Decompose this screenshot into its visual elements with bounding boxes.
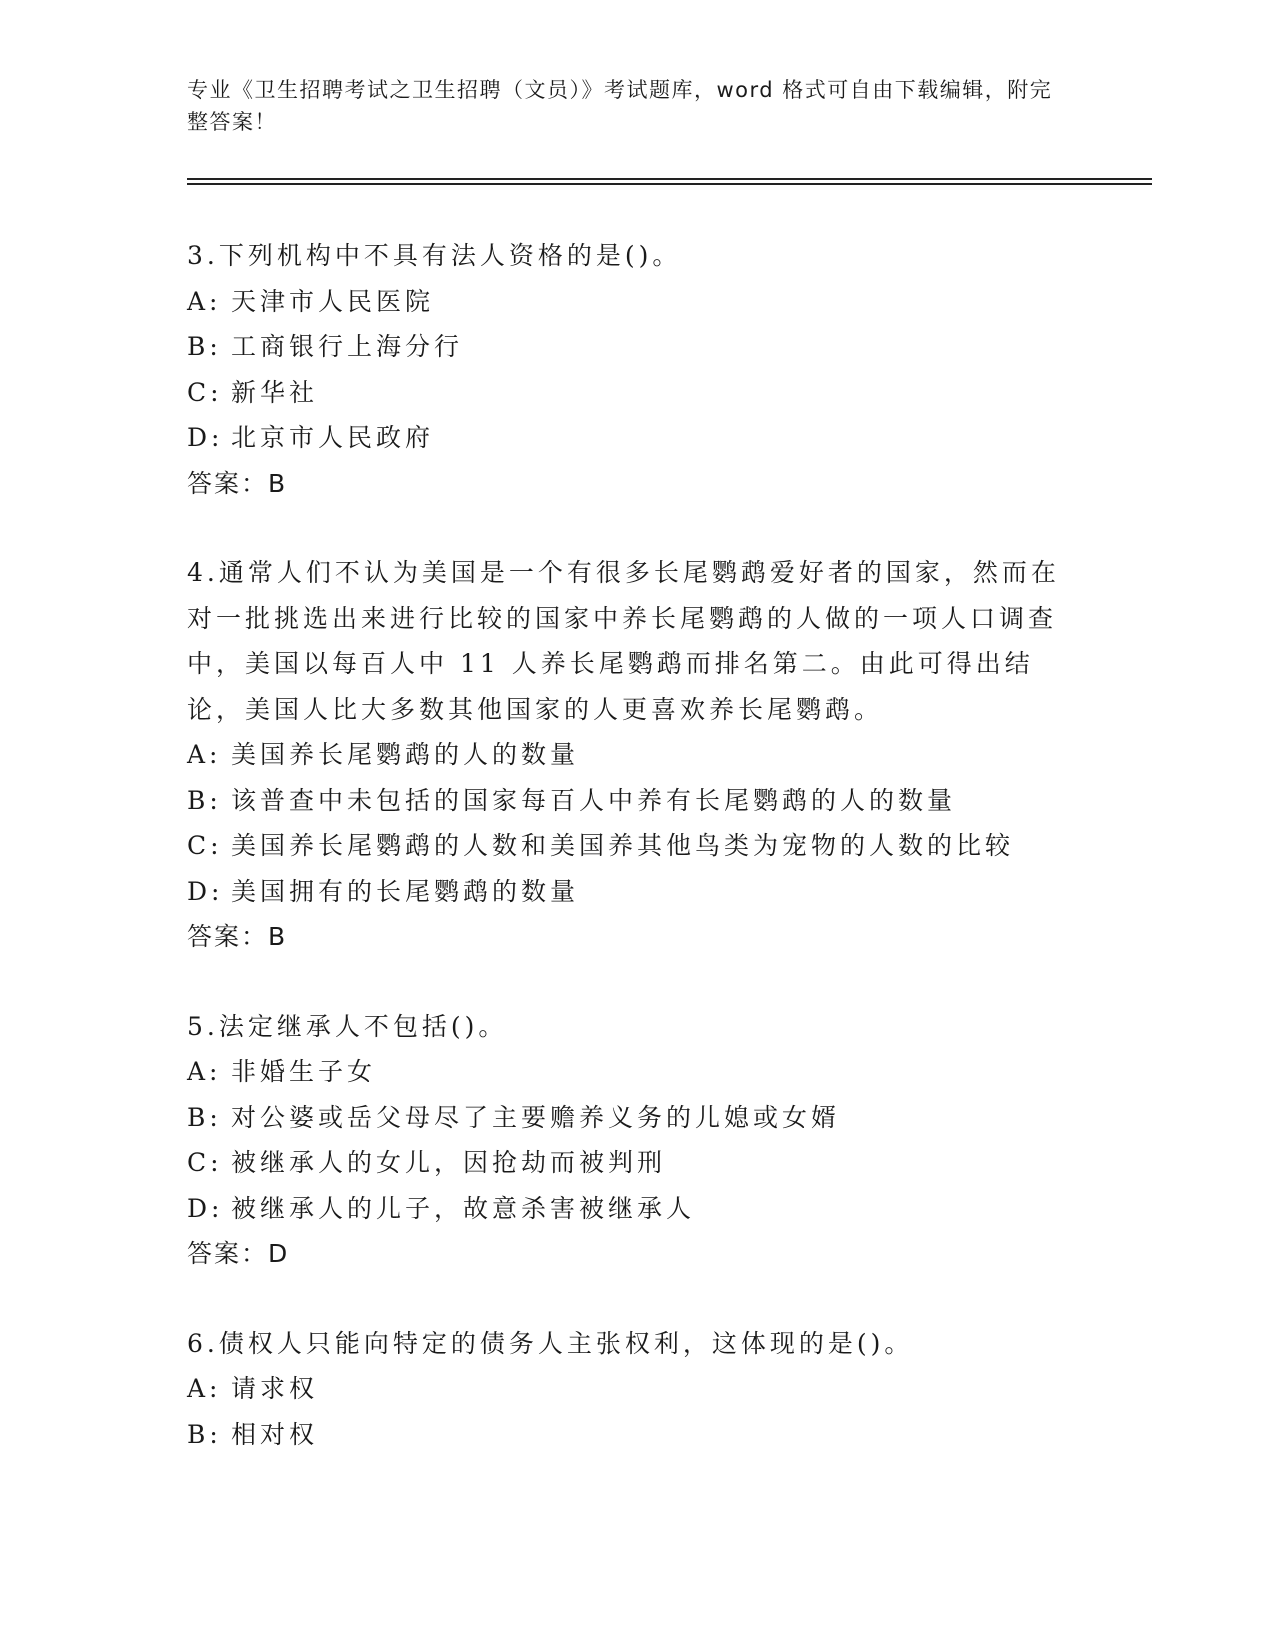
option-text: 天津市人民医院	[231, 286, 435, 316]
option-text: 被继承人的女儿，因抢劫而被判刑	[231, 1148, 667, 1177]
option-label: A:	[187, 740, 222, 769]
document-header: 专业《卫生招聘考试之卫生招聘（文员）》考试题库，word 格式可自由下载编辑，附完整答案！	[187, 78, 1053, 134]
option-label: C:	[187, 377, 223, 407]
question-stem: 6.债权人只能向特定的债务人主张权利，这体现的是()。	[187, 1328, 914, 1358]
option-text: 请求权	[231, 1374, 319, 1403]
option-b	[187, 1412, 1087, 1458]
option-label: C:	[187, 1148, 223, 1177]
question-6	[187, 1321, 1087, 1458]
option-c	[187, 823, 1087, 869]
answer-line: 答案：B	[187, 468, 288, 498]
option-d	[187, 415, 1087, 461]
option-text: 该普查中未包括的国家每百人中养有长尾鹦鹉的人的数量	[231, 785, 957, 815]
option-text: 相对权	[231, 1419, 319, 1449]
option-d	[187, 869, 1087, 915]
option-label: B:	[187, 1419, 222, 1449]
option-a	[187, 1366, 1087, 1412]
option-text: 美国养长尾鹦鹉的人的数量	[231, 740, 580, 769]
option-text: 非婚生子女	[231, 1057, 377, 1086]
question-spacer	[187, 506, 1087, 550]
option-text: 北京市人民政府	[231, 423, 435, 452]
answer-line: 答案：D	[187, 1239, 290, 1268]
header-rule-bottom	[187, 183, 1152, 185]
option-text: 被继承人的儿子，故意杀害被继承人	[231, 1193, 696, 1223]
header-rule-top	[187, 178, 1152, 180]
question-list	[187, 233, 1087, 1457]
question-spacer	[187, 1277, 1087, 1321]
question-4	[187, 550, 1087, 960]
option-label: B:	[187, 332, 222, 361]
option-text: 美国养长尾鹦鹉的人数和美国养其他鸟类为宠物的人数的比较	[231, 831, 1015, 860]
option-b	[187, 324, 1087, 370]
option-label: D:	[187, 876, 224, 906]
option-label: A:	[187, 1057, 222, 1086]
option-d	[187, 1186, 1087, 1232]
question-spacer	[187, 960, 1087, 1004]
option-label: B:	[187, 785, 222, 815]
option-label: B:	[187, 1102, 222, 1132]
option-c	[187, 1140, 1087, 1186]
option-label: A:	[187, 286, 222, 316]
option-b	[187, 1095, 1087, 1141]
option-label: D:	[187, 1193, 224, 1223]
option-label: D:	[187, 423, 224, 452]
option-b	[187, 778, 1087, 824]
option-text: 对公婆或岳父母尽了主要赡养义务的儿媳或女婿	[231, 1102, 841, 1132]
option-a	[187, 1049, 1087, 1095]
option-text: 美国拥有的长尾鹦鹉的数量	[231, 876, 580, 906]
option-a	[187, 279, 1087, 325]
question-stem: 5.法定继承人不包括()。	[187, 1011, 508, 1041]
question-stem: 3.下列机构中不具有法人资格的是()。	[187, 241, 682, 270]
option-label: A:	[187, 1374, 222, 1403]
question-3	[187, 233, 1087, 506]
option-c	[187, 370, 1087, 416]
answer-line: 答案：B	[187, 922, 288, 951]
question-5	[187, 1004, 1087, 1277]
option-label: C:	[187, 831, 223, 860]
option-text: 新华社	[231, 377, 319, 407]
option-a	[187, 732, 1087, 778]
question-stem: 4.通常人们不认为美国是一个有很多长尾鹦鹉爱好者的国家，然而在对一批挑选出来进行比较的国家中养长尾鹦鹉的人做的一项人口调查中，美国以每百人中 11 人养长尾鹦鹉而排名第二。由此可得出结论，美国人比大多数其他国家的人更喜欢养长尾鹦鹉。	[187, 558, 1060, 724]
option-text: 工商银行上海分行	[231, 332, 464, 361]
